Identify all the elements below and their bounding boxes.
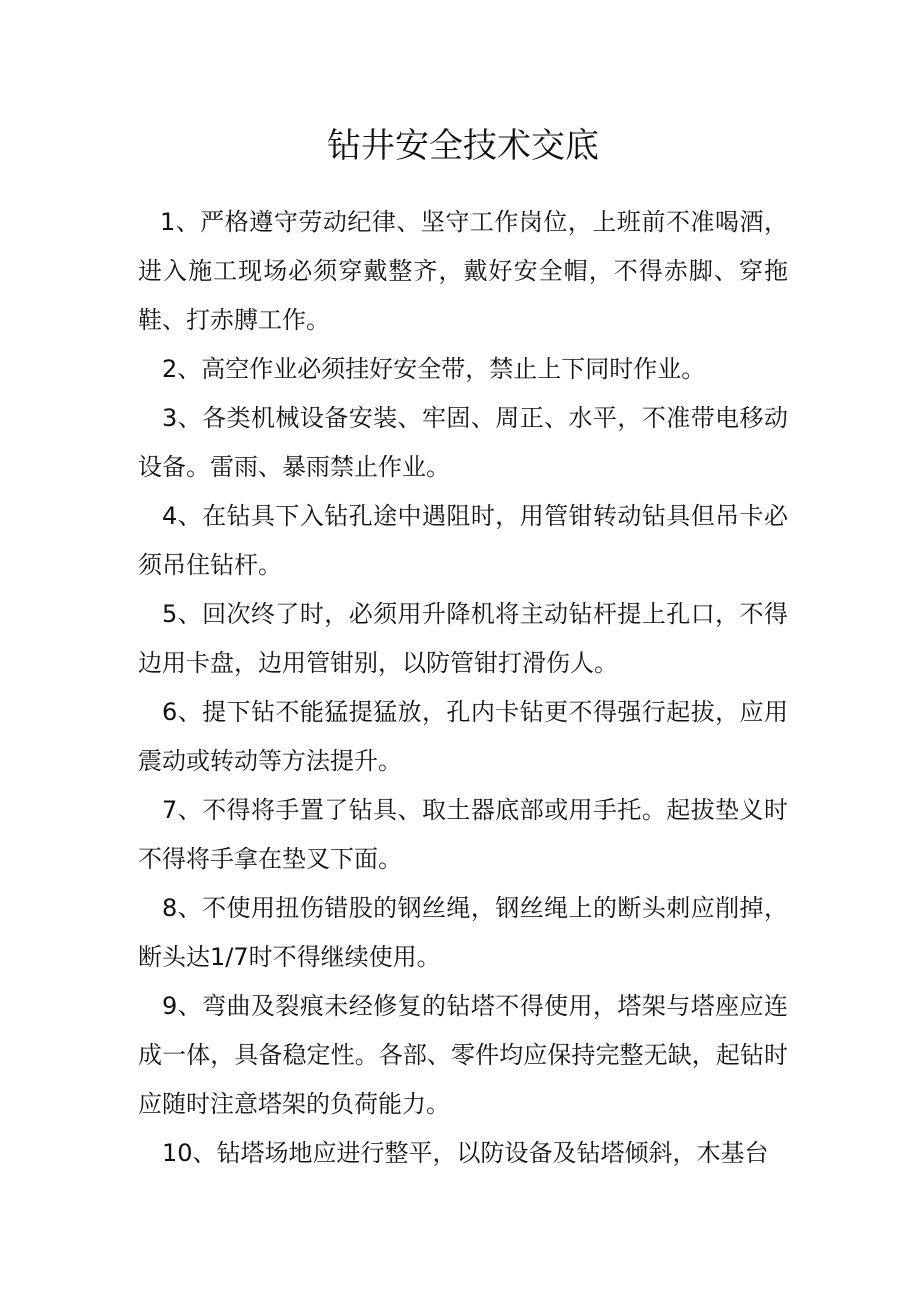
paragraph-6: 6、提下钻不能猛提猛放，孔内卡钻更不得强行起拔，应用震动或转动等方法提升。 xyxy=(138,698,788,775)
paragraph-4: 4、在钻具下入钻孔途中遇阻时，用管钳转动钻具但吊卡必须吊住钻杆。 xyxy=(138,502,788,579)
paragraph-3: 3、各类机械设备安装、牢固、周正、水平，不准带电移动设备。雷雨、暴雨禁止作业。 xyxy=(138,404,788,481)
paragraph-8: 8、不使用扭伤错股的钢丝绳，钢丝绳上的断头刺应削掉，断头达1/7时不得继续使用。 xyxy=(138,894,788,971)
paragraph-10: 10、钻塔场地应进行整平，以防设备及钻塔倾斜，木基台 xyxy=(162,1139,769,1167)
document-title: 钻井安全技术交底 xyxy=(327,126,599,166)
paragraph-9: 9、弯曲及裂痕未经修复的钻塔不得使用，塔架与塔座应连成一体，具备稳定性。各部、零件均应保持完整无缺，起钻时应随时注意塔架的负荷能力。 xyxy=(138,992,788,1118)
paragraph-1: 1、严格遵守劳动纪律、坚守工作岗位，上班前不准喝酒，进入施工现场必须穿戴整齐，戴好安全帽，不得赤脚、穿拖鞋、打赤膊工作。 xyxy=(138,208,788,334)
paragraph-5: 5、回次终了时，必须用升降机将主动钻杆提上孔口，不得边用卡盘，边用管钳别，以防管钳打滑伤人。 xyxy=(138,600,788,677)
paragraph-2: 2、高空作业必须挂好安全带，禁止上下同时作业。 xyxy=(162,355,706,383)
paragraph-7: 7、不得将手置了钻具、取土器底部或用手托。起拔垫义时不得将手拿在垫叉下面。 xyxy=(138,796,788,873)
